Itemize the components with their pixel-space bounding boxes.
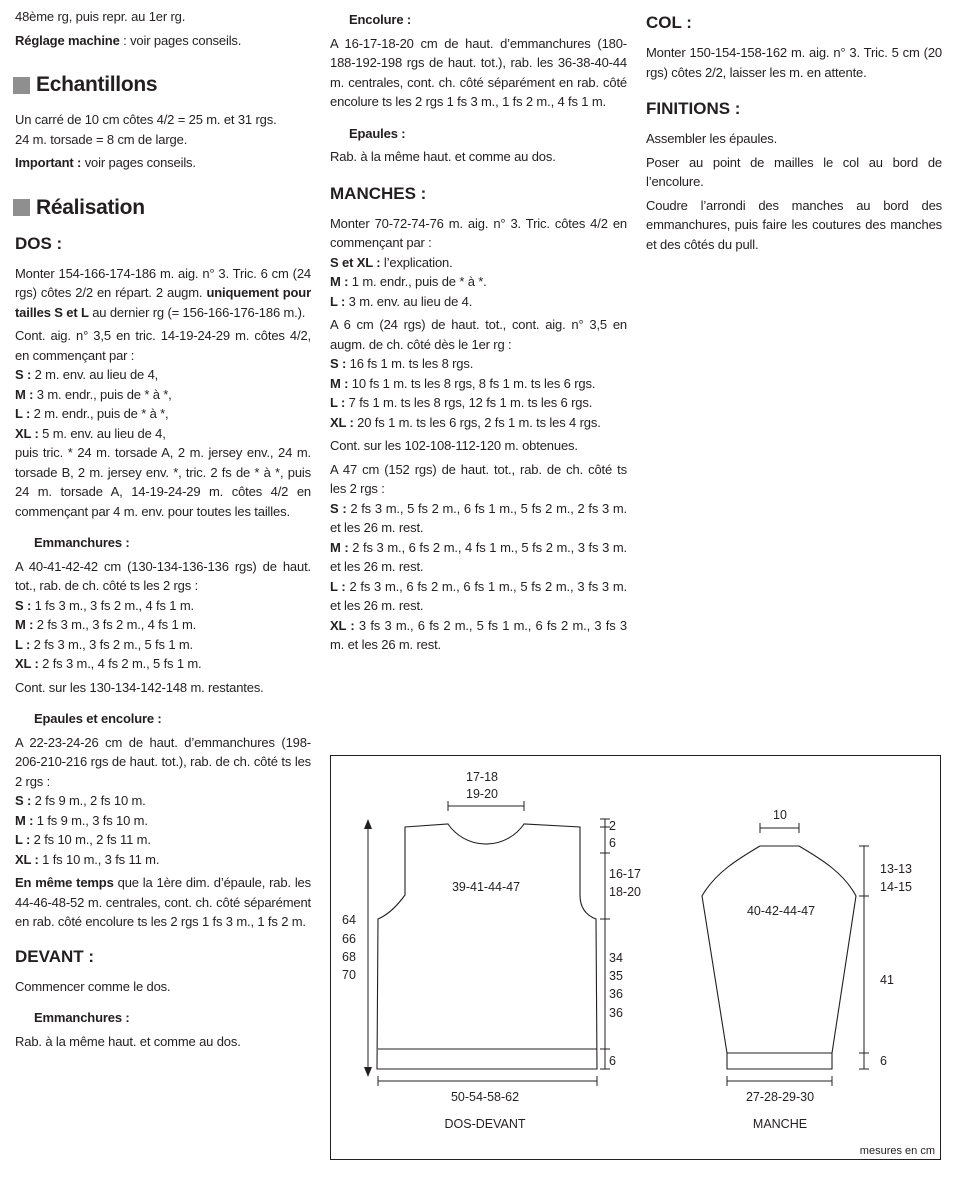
neck-width-label: 19-20 (466, 787, 498, 801)
augm-l-line: L : 7 fs 1 m. ts les 8 rgs, 12 fs 1 m. ts les 6 rgs. (330, 395, 593, 410)
units-note: mesures en cm (859, 1145, 935, 1157)
sleeve-cuff-label: 27-28-29-30 (745, 1090, 815, 1104)
armhole-label: 18-20 (609, 885, 641, 899)
reglage-line: Réglage machine : voir pages conseils. (15, 32, 242, 48)
sleeve-piece-label: MANCHE (752, 1117, 808, 1131)
manches-para-3: Cont. sur les 102-108-112-120 m. obtenues. (330, 438, 578, 453)
total-height-label: 70 (342, 968, 356, 982)
manches-para-4: A 47 cm (152 rgs) de haut. tot., rab. de ch. côté ts les 2 rgs : (330, 461, 627, 496)
heading-emmanchures: Emmanchures : (34, 535, 130, 550)
dos-para-2: Cont. aig. n° 3,5 en tric. 14-19-24-29 m. côtes 4/2, en commençant par : (15, 328, 311, 363)
heading-devant: DEVANT : (15, 946, 95, 966)
ep-same-time: En même temps que la 1ère dim. d’épaule, rab. les 44-46-48-52 m. centrales, cont. ch. côté séparément en rab. côté encolure ts les 2 rgs 1 fs 3 m., 1 fs 2 m. (15, 875, 311, 929)
sleeve-top-label: 10 (773, 808, 787, 822)
dos-para-3: puis tric. * 24 m. torsade A, 2 m. jersey env., 24 m. torsade B, 2 m. jersey env. *, tric. 2 fs de * à *, puis 24 m. torsade A, 14-19-24-29 m. côtes 4/2 en commençant par 4 m. env. pour toutes les tailles. (15, 445, 311, 519)
encolure-para: A 16-17-18-20 cm de haut. d’emmanchures (180-188-192-198 rgs de haut. tot.), rab. les 36-38-40-44 m. centrales, cont. ch. côté séparément en rab. côté encolure ts les 2 rgs 1 fs 3 m., 1 fs 2 m., 4 fs 1 m. (330, 35, 627, 109)
dos-para-1: Monter 154-166-174-186 m. aig. n° 3. Tric. 6 cm (24 rgs) côtes 2/2 en répart. 2 augm. uniquement pour tailles S et L au dernier rg (= 156-166-176-186 m.). (15, 265, 311, 320)
devant-emm-para: Rab. à la même haut. et comme au dos. (15, 1033, 241, 1049)
sleeve-width-label: 40-42-44-47 (746, 904, 816, 918)
sleeve-cap-label: 13-13 (880, 862, 912, 876)
size-s-line: S : 2 m. env. au lieu de 4, (15, 367, 159, 382)
armhole-label: 16-17 (609, 867, 641, 881)
chest-width-label: 39-41-44-47 (451, 880, 521, 894)
sleeve-rib-label: 6 (880, 1054, 887, 1068)
emm-cont: Cont. sur les 130-134-142-148 m. restantes. (15, 679, 264, 695)
side-length-label: 36 (609, 987, 623, 1001)
ep-s-line: S : 2 fs 9 m., 2 fs 10 m. (15, 793, 146, 808)
size-xl-line: XL : 5 m. env. au lieu de 4, (15, 425, 166, 441)
neck-width-label: 17-18 (466, 770, 498, 784)
size-l-line: L : 2 m. endr., puis de * à *, (15, 406, 169, 421)
total-height-label: 66 (342, 932, 356, 946)
body-piece-label: DOS-DEVANT (444, 1117, 526, 1131)
total-height-label: 64 (342, 913, 356, 927)
heading-encolure: Encolure : (349, 12, 412, 27)
body-outline (377, 824, 597, 1069)
square-bullet-icon (13, 77, 30, 94)
sleeve-outline (702, 846, 856, 1069)
ep-l-line: L : 2 fs 10 m., 2 fs 11 m. (15, 832, 151, 847)
body-top-label: 2 (609, 819, 616, 833)
side-length-label: 34 (609, 951, 623, 965)
emm-m-line: M : 2 fs 3 m., 3 fs 2 m., 4 fs 1 m. (15, 617, 197, 632)
rab-m-line: M : 2 fs 3 m., 6 fs 2 m., 4 fs 1 m., 5 fs 2 m., 3 fs 3 m. et les 26 m. rest. (330, 539, 627, 574)
rab-xl-line: XL : 3 fs 3 m., 6 fs 2 m., 5 fs 1 m., 6 fs 2 m., 3 fs 3 m. et les 26 m. rest. (330, 617, 628, 652)
size-m-line: M : 3 m. endr., puis de * à *, (15, 386, 172, 402)
col-para: Monter 150-154-158-162 m. aig. n° 3. Tric. 5 cm (20 rgs) côtes 2/2, laisser les m. en attente. (646, 45, 942, 80)
ep-xl-line: XL : 1 fs 10 m., 3 fs 11 m. (15, 851, 160, 867)
echantillon-line: Un carré de 10 cm côtes 4/2 = 25 m. et 31 rgs. (15, 112, 277, 127)
rab-s-line: S : 2 fs 3 m., 5 fs 2 m., 6 fs 1 m., 5 fs 2 m., 2 fs 3 m. et les 26 m. rest. (330, 500, 627, 535)
manches-m-line: M : 1 m. endr., puis de * à *. (330, 274, 487, 289)
finitions-para-2: Poser au point de mailles le col au bord de l’encolure. (646, 154, 942, 189)
intro-line: 48ème rg, puis repr. au 1er rg. (15, 9, 186, 24)
section-echantillons: Echantillons (13, 72, 311, 98)
torsade-line: 24 m. torsade = 8 cm de large. (15, 131, 188, 147)
arrow-up-icon (364, 819, 372, 829)
manches-l-line: L : 3 m. env. au lieu de 4. (330, 293, 473, 309)
emm-para: A 40-41-42-42 cm (130-134-136-136 rgs) de haut. tot., rab. de ch. côté ts les 2 rgs : (15, 558, 311, 593)
side-length-label: 35 (609, 969, 623, 983)
total-height-label: 68 (342, 950, 356, 964)
important-line: Important : voir pages conseils. (15, 155, 196, 170)
schematic-diagram (330, 755, 941, 1160)
heading-col: COL : (646, 13, 692, 32)
body-rib-label: 6 (609, 1054, 616, 1068)
sleeve-length-label: 41 (880, 973, 894, 987)
rab-l-line: L : 2 fs 3 m., 6 fs 2 m., 6 fs 1 m., 5 fs 2 m., 3 fs 3 m. et les 26 m. rest. (330, 578, 627, 613)
augm-m-line: M : 10 fs 1 m. ts les 8 rgs, 8 fs 1 m. ts les 6 rgs. (330, 375, 596, 391)
heading-dos: DOS : (15, 233, 63, 253)
body-neck-label: 6 (609, 836, 616, 850)
heading-epaules: Epaules : (349, 125, 406, 141)
augm-xl-line: XL : 20 fs 1 m. ts les 6 rgs, 2 fs 1 m. ts les 4 rgs. (330, 414, 601, 430)
finitions-para-3: Coudre l’arrondi des manches au bord des emmanchures, puis faire les coutures des manches et des côtés du pull. (646, 197, 942, 252)
body-width-label: 50-54-58-62 (450, 1090, 520, 1104)
heading-manches: MANCHES : (330, 183, 427, 203)
manches-para-1: Monter 70-72-74-76 m. aig. n° 3. Tric. côtes 4/2 en commençant par : (330, 215, 627, 250)
section-realisation: Réalisation (13, 195, 311, 221)
column-middle (330, 0, 627, 655)
epaules-para: Rab. à la même haut. et comme au dos. (330, 149, 556, 164)
arrow-down-icon (364, 1067, 372, 1077)
heading-devant-emmanchures: Emmanchures : (34, 1010, 130, 1025)
ep-m-line: M : 1 fs 9 m., 3 fs 10 m. (15, 812, 148, 828)
emm-l-line: L : 2 fs 3 m., 3 fs 2 m., 5 fs 1 m. (15, 636, 194, 652)
emm-s-line: S : 1 fs 3 m., 3 fs 2 m., 4 fs 1 m. (15, 597, 194, 613)
sleeve-cap-label: 14-15 (880, 880, 912, 894)
diagram-frame (331, 756, 941, 1160)
emm-xl-line: XL : 2 fs 3 m., 4 fs 2 m., 5 fs 1 m. (15, 656, 202, 671)
heading-epaules-encolure: Epaules et encolure : (34, 711, 162, 726)
side-length-label: 36 (609, 1006, 623, 1020)
column-left (15, 0, 311, 1055)
heading-finitions: FINITIONS : (646, 99, 741, 118)
finitions-para-1: Assembler les épaules. (646, 131, 778, 146)
column-right (646, 0, 942, 258)
augm-s-line: S : 16 fs 1 m. ts les 8 rgs. (330, 356, 474, 371)
manches-para-2: A 6 cm (24 rgs) de haut. tot., cont. aig. n° 3,5 en augm. de ch. côté dès le 1er rg : (330, 317, 627, 352)
square-bullet-icon (13, 199, 30, 216)
manches-sxl-line: S et XL : l’explication. (330, 254, 453, 270)
ep-para: A 22-23-24-26 cm de haut. d’emmanchures (198-206-210-216 rgs de haut. tot.), rab. de ch. côté ts les 2 rgs : (15, 734, 311, 789)
devant-para: Commencer comme le dos. (15, 978, 171, 994)
